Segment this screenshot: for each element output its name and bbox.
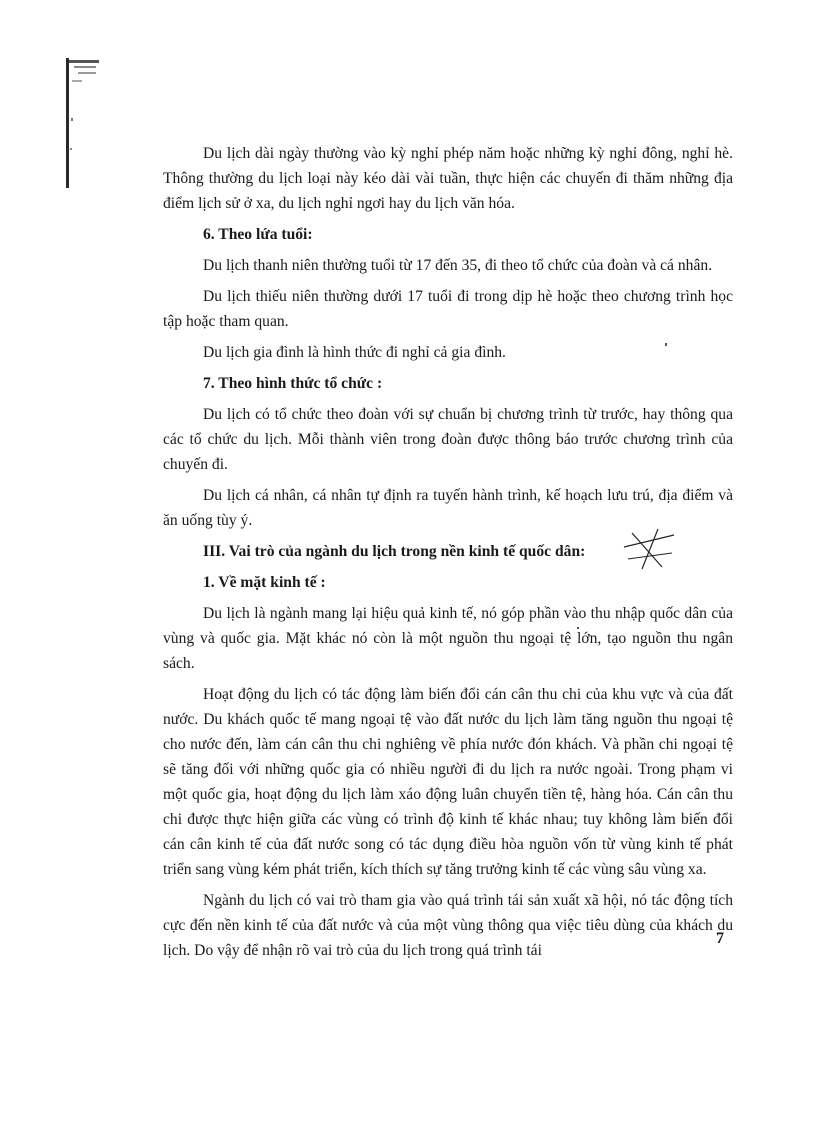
paragraph-org-individual: Du lịch cá nhân, cá nhân tự định ra tuyến hành trình, kế hoạch lưu trú, địa điểm và ăn uống tùy ý.: [163, 487, 733, 529]
heading-age: 6. Theo lứa tuổi:: [203, 226, 313, 243]
heading-organization: 7. Theo hình thức tổ chức :: [203, 375, 383, 392]
paragraph-intro: Du lịch dài ngày thường vào kỳ nghỉ phép năm hoặc những kỳ nghỉ đông, nghỉ hè. Thông thường du lịch loại này kéo dài vài tuần, thực hiện các chuyến đi thăm những địa điểm lịch sử ở xa, du lịch nghỉ ngơi hay du lịch văn hóa.: [163, 145, 733, 212]
page-number: 7: [716, 930, 724, 947]
paragraph-age-children: Du lịch thiếu niên thường dưới 17 tuổi đi trong dịp hè hoặc theo chương trình học tập hoặc tham quan.: [163, 288, 733, 330]
heading-role-section: [203, 539, 733, 564]
page-body: [163, 141, 733, 969]
paragraph-econ-balance: Hoạt động du lịch có tác động làm biến đổi cán cân thu chi của khu vực và của đất nước. Du khách quốc tế mang ngoại tệ vào đất nước du lịch làm tăng nguồn thu ngoại tệ cho nước đến, làm cán cân thu chi nghiêng về phía nước đón khách. Và phần chi ngoại tệ sẽ tăng đối với những quốc gia có nhiều người đi du lịch ra nước ngoài. Trong phạm vi một quốc gia, hoạt động du lịch làm xáo động luân chuyển tiền tệ, hàng hóa. Cán cân thu chi được thực hiện giữa các vùng có trình độ kinh tế khác nhau; tuy không làm biến đổi cán cân kinh tế của đất nước song có tác dụng điều hòa nguồn vốn từ vùng kinh tế phát triển sang vùng kém phát triển, kích thích sự tăng trưởng kinh tế các vùng sâu vùng xa.: [163, 686, 733, 878]
scan-artifact: [66, 58, 114, 188]
paragraph-econ-income: Du lịch là ngành mang lại hiệu quả kinh tế, nó góp phần vào thu nhập quốc dân của vùng và quốc gia. Mặt khác nó còn là một nguồn thu ngoại tệ lớn, tạo nguồn thu ngân sách.: [163, 605, 733, 672]
paragraph-age-youth: Du lịch thanh niên thường tuổi từ 17 đến 35, đi theo tổ chức của đoàn và cá nhân.: [203, 257, 713, 274]
paragraph-econ-reproduction: Ngành du lịch có vai trò tham gia vào quá trình tái sản xuất xã hội, nó tác động tích cực đến nền kinh tế của đất nước và của một vùng thông qua việc tiêu dùng của khách du lịch. Do vậy để nhận rõ vai trò của du lịch trong quá trình tái: [163, 892, 733, 959]
heading-economic: 1. Về mặt kinh tế :: [203, 574, 326, 591]
handwritten-star-mark: [618, 525, 678, 573]
paragraph-age-family: Du lịch gia đình là hình thức đi nghỉ cả gia đình.: [203, 344, 506, 361]
heading-role-text: III. Vai trò của ngành du lịch trong nền kinh tế quốc dân:: [203, 543, 586, 560]
paragraph-org-group: Du lịch có tổ chức theo đoàn với sự chuẩn bị chương trình từ trước, hay thông qua các tổ chức du lịch. Mỗi thành viên trong đoàn được thông báo trước chương trình của chuyến đi.: [163, 406, 733, 473]
